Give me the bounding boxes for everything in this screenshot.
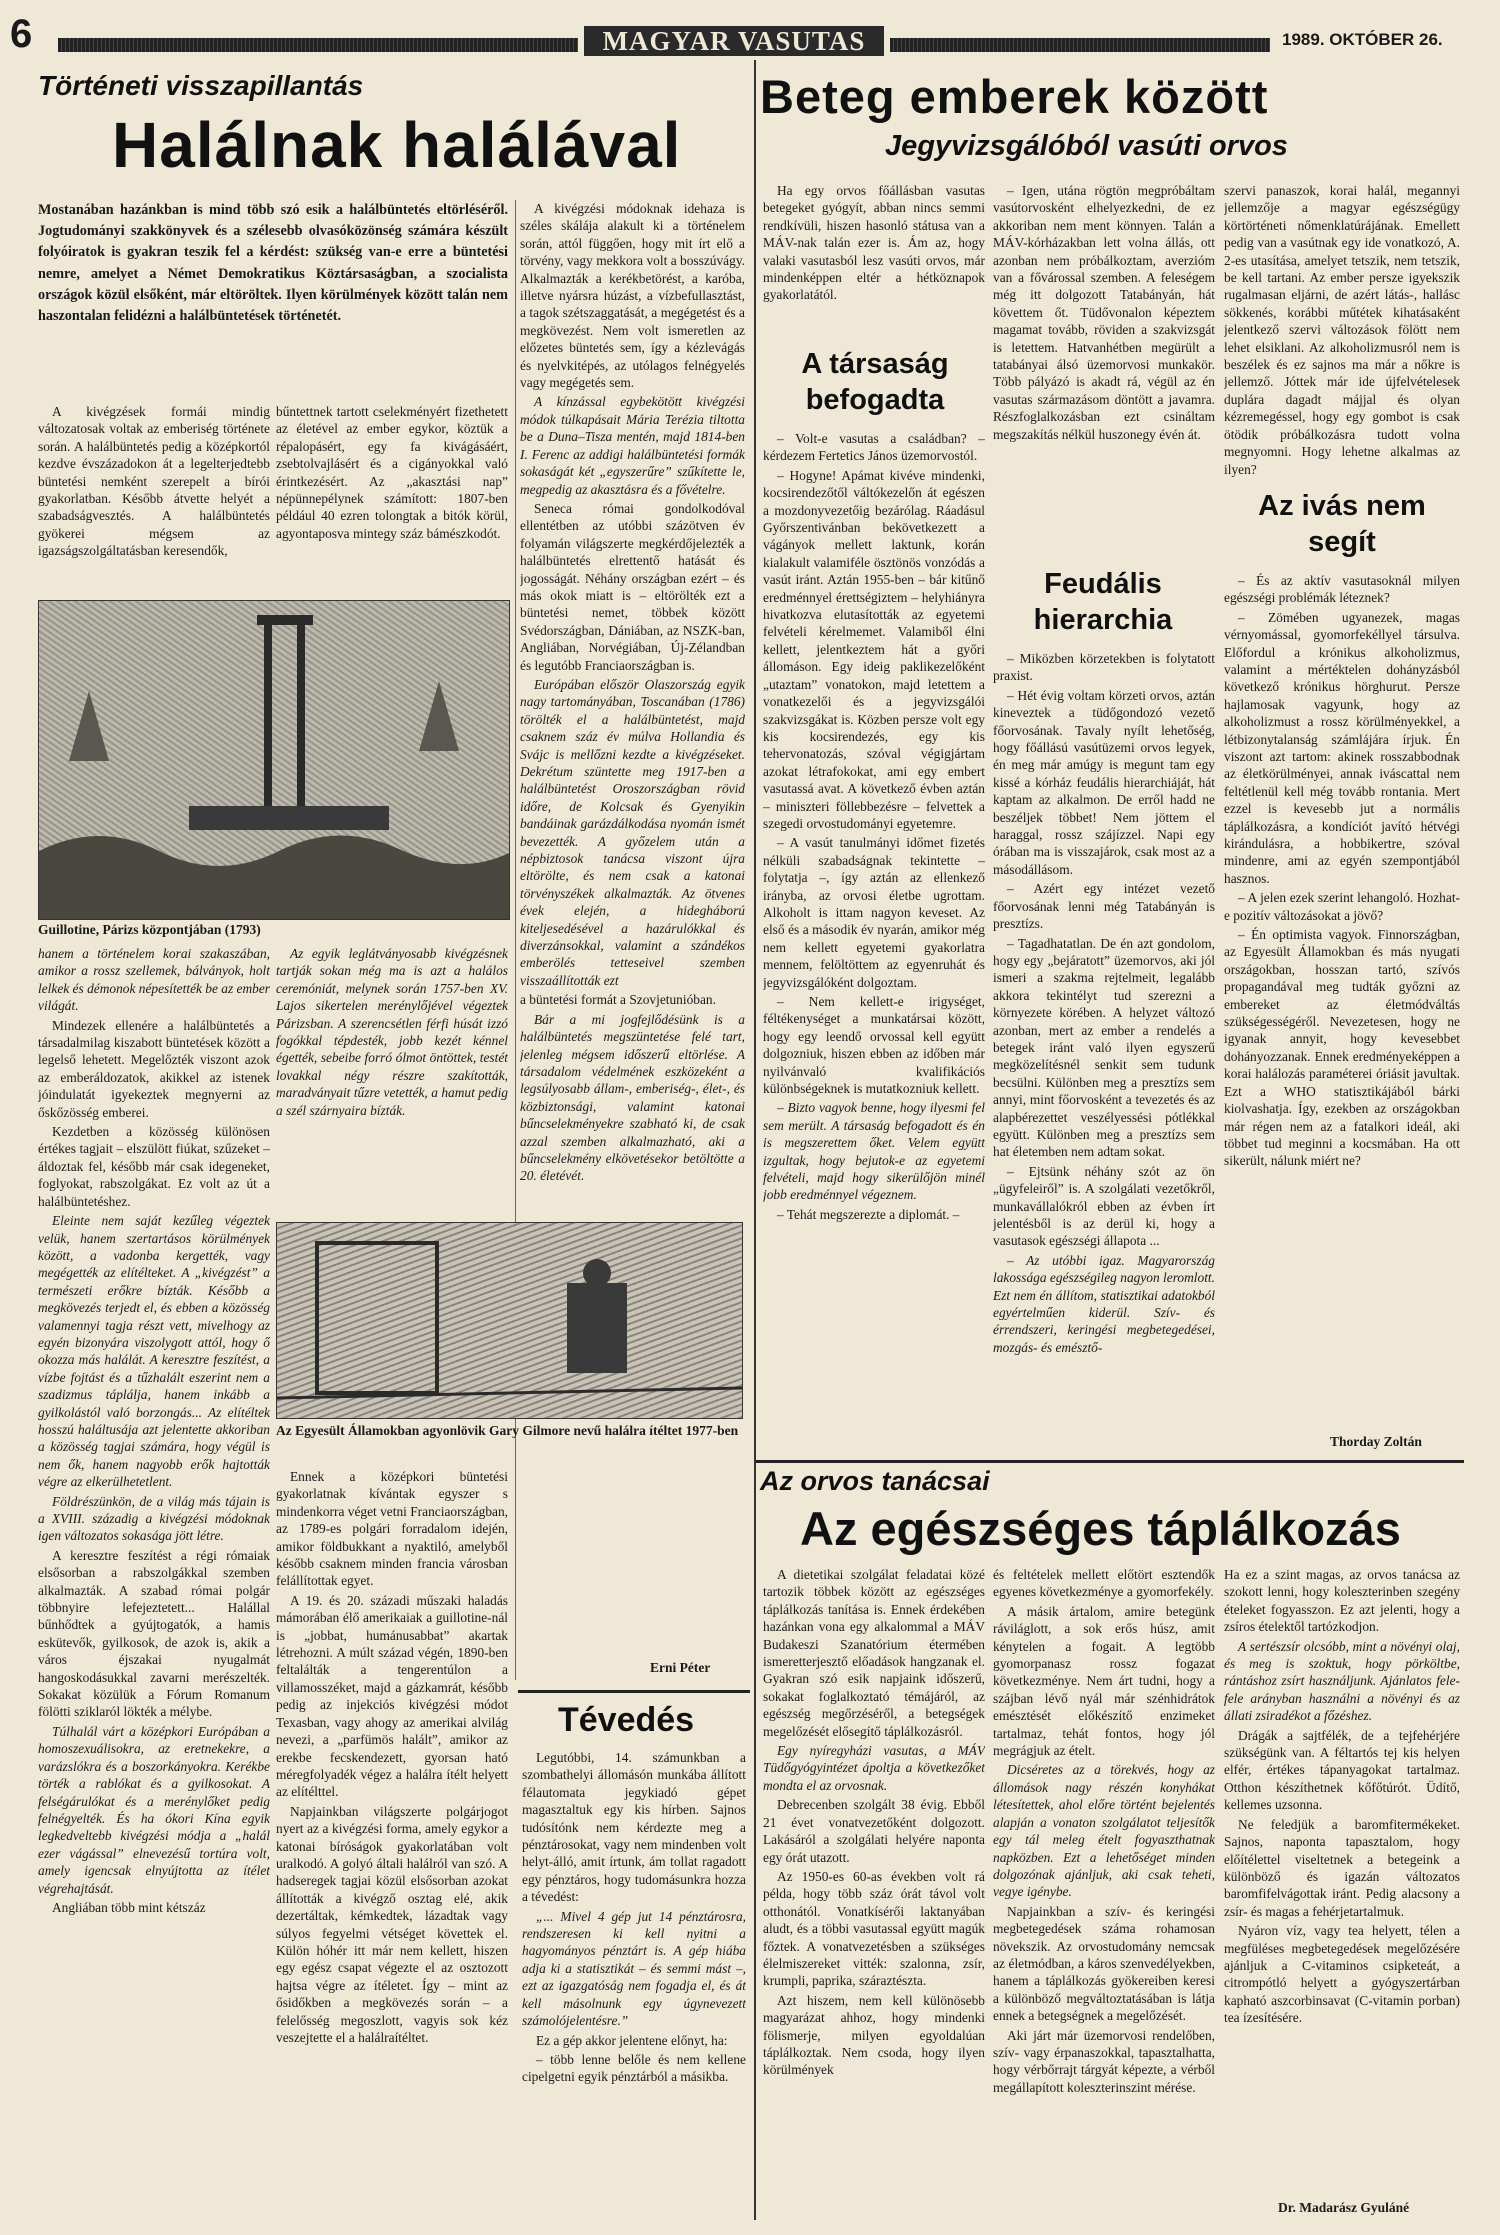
paragraph: – Hogyne! Apámat kivéve mindenki, kocsirendezőtől váltókezelőn át egészen a mozdonyvezetőig bezárólag. Ráadásul Győrszentivánban bekövetkezett a vágányok mellett laktunk, korán kialakult valamiféle ösztönös vonzódás a vasút iránt. Aztán 1955-ben – bár kitűnő eredménnyel érettségiztem – helyhiányra hivatkozva elutasították az egyetemi felvételi kérelmemet. Valamiből élni kellett, jelentkeztem hát a győri állomáson. Egy ideig paklikezelőként „utaztam” vonatokon, majd letettem a vonatkezelői és a jegyvizsgálói szakvizsgákat is. Közben persze volt egy kis kocsirendezés, egy kis tehervonatozás, szóval végigjártam azokat létrafokokat, ami egy embert vasutassá avat. A következő évben aztán – miniszteri föllebbezésre – felvettek a szegedi orvostudományi egyetemre. [763, 467, 985, 831]
paragraph: A dietetikai szolgálat feladatai közé tartozik többek között az egészséges táplálkozás tanítása is. Ennek érdekében hazánkan vona egy alkalommal a MÁV Budakeszi Szanatórium étermében ismeretterjesztő előadások hangzanak el. Gyakran szó esik napjaink időszerű, sokakat foglalkoztató témájáról, az egészség megőrzéséről, a betegségek megelőzését elősegítő táplálkozásról. [763, 1567, 985, 1739]
paragraph: Földrészünkön, de a világ más tájain is a XVIII. századig a kivégzési módoknak igen változatos sokasága jött létre. [38, 1493, 270, 1544]
tevedes-title: Tévedés [558, 1701, 695, 1739]
paragraph: – Volt-e vasutas a családban? – kérdezem Fertetics János üzemorvostól. [763, 431, 985, 464]
paragraph: Seneca római gondolkodóval ellentétben az utóbbi százötven év folyamán világszerte megkérdőjelezték a halálbüntetés elrettentő hatását és jogosságát. Néhány országban ezért – és más okok miatt is – eltörölték ezt a büntetési nemet, többek között Svédországban, Dániában, az NSZK-ban, Angliában, Norvégiában, Új-Zélandban és legutóbb Franciaországban is. [520, 500, 745, 673]
paragraph: „... Mivel 4 gép jut 14 pénztárosra, rendszeresen ki kell nyitni a hagyományos pénztárt is. A gép hiába adja ki a statisztikát – és semmi mást –, ezt az igazgatóság nem fogadja el, és át kell másolnunk egy úgynevezett számolójelentésre.” [522, 1908, 746, 2029]
paragraph: – Miközben körzetekben is folytatott praxist. [993, 651, 1215, 684]
tevedes-body [522, 1749, 746, 2219]
paragraph: Túlhalál várt a középkori Európában a homoszexuálisokra, az eretnekekre, a varázslókra és a boszorkányokra. Kerékbe törték a rablókat és a gyilkosokat. A felségárulókat és a merénylőket pedig felnégyelték. És ha ókori Kína egyik legkedveltebb kivégzési módja a „halál ezer vágással” elnevezésű tortúra volt, amely igencsak elnyújtotta az ítélet végrehajtását. [38, 1723, 270, 1896]
paragraph: – Azért egy intézet vezető főorvosának lenni még Tatabányán is presztízs. [993, 881, 1215, 932]
left-col2-after [276, 1468, 508, 2208]
left-kicker: Történeti visszapillantás [38, 70, 364, 101]
photo2-caption: Az Egyesült Államokban agyonlövik Gary Gilmore nevű halálra ítéltet 1977-ben [276, 1423, 739, 1438]
paragraph: hanem a történelem korai szakaszában, amikor a rossz szellemek, bálványok, holt lelkek és démonok népesítették be az ember világát. [38, 946, 270, 1014]
paragraph: Azt hiszem, nem kell különösebb magyarázat ahhoz, hogy mindenki fölismerje, milyen egyoldalúan táplálkoztak. Nem csoda, hogy ilyen körülmények [763, 1992, 985, 2078]
orvos-col1 [763, 1566, 985, 2216]
left-byline: Erni Péter [650, 1660, 711, 1675]
paragraph: Angliában több mint kétszáz [52, 1899, 206, 1915]
paragraph: – Nem kellett-e irigységet, féltékenységet a munkatársai között, hogy egy leendő orvossal kell együtt dolgozniuk, hiszen ebben az időben már nyilvánvaló kvalifikációs különbségeknek is mutatkozniuk kellett. [763, 994, 985, 1097]
subhead-tarsasag: A társaság befogadta [801, 348, 949, 416]
masthead: MAGYAR VASUTAS [584, 26, 884, 56]
left-title: Halálnak halálával [112, 109, 682, 181]
paragraph: Az egyik leglátványosabb kivégzésnek tartják sokan még ma is azt a halálos ceremóniát, melynek során 1757-ben XV. Lajos sikertelen merénylőjével végeztek Párizsban. A szerencsétlen férfi húsát izzó fogókkal tépdesték, jobb kezét kénnel égették, sebeibe forró ólmot öntöttek, testét lovakkal négy részre szakították, maradványait tűzre vetették, a hamut pedig a szél szárnyaira bízták. [276, 946, 508, 1118]
paragraph: szervi panaszok, korai halál, megannyi jellemzője a magyar egészségügy körtörténeti nőmenklatúrájának. Emellett pedig van a vasútnak egy ide vonatkozó, A. 2-es utasítása, amelyet tetszik, nem tetszik, be kell tartani. Az ember persze igyekszik rugalmasan eljárni, de azért látás-, hallásc sökkenés, korábbi műtétek kihatásaként jelentkező szervi változások fölött nem lehet elsiklani. Az alkoholizmusról nem is beszélek és ez sajnos ma már a nőkre is jellemző. Jóttek már ide újfelvételesek duplára dagadt májjal és olyan kézremegéssel, hogy egy gombot is csak ötödik próbálkozásra tudott volna megnyomni. Hogy lehetne alkalmas az ilyen? [1224, 183, 1460, 477]
left-col2-top [276, 403, 508, 599]
paragraph: – több lenne belőle és nem kellene cipelgetni egyik pénztárból a másikba. [522, 2051, 746, 2085]
orvos-col2 [993, 1566, 1215, 2216]
page-number: 6 [10, 12, 33, 56]
tevedes-box [518, 1690, 750, 2223]
beteg-col3 [1224, 182, 1460, 1432]
paragraph: – Zömében ugyanezek, magas vérnyomással, gyomorfekéllyel társulva. Előfordul a krónikus alkoholizmus, valamint a mértéktelen dohányzásból következő krónikus hörghurut. Persze hajlamosak vagyunk, hogy az alkoholizmust a rossz körülményekkel, a létbizonytalanság számlájára írjuk. Én viszont azt tartom: akinek rosszabbodnak az életkörülményei, annak iváscattal nem feltétlenül kell még tovább rontania. Mert ezzel is kevesebb jut a normális táplálkozásra, a kondíciót javító hétvégi kirándulásra, a hobbikertre, szóval mindenre, ami az egyén szempontjából hasznos. [1224, 609, 1460, 886]
left-col1-bottom [38, 945, 270, 2200]
issue-date: 1989. OKTÓBER 26. [1282, 30, 1443, 49]
header-rule-right [890, 38, 1270, 52]
paragraph: Nyáron víz, vagy tea helyett, télen a megfüléses megbetegedések megelőzésére ajánljuk a C-vitaminos csipketeát, a citrompótló helyett a gyógyszertárban kapható aszcorbinsavat (C-vitamin porban) tea ízesítésére. [1224, 1923, 1460, 2026]
lead-paragraph: Mostanában hazánkban is mind több szó esik a halálbüntetés eltörléséről. Jogtudományi szakkönyvek és a szélesebb olvasóközönség számára készült folyóiratok is gyakran teszik fel a kérdést: szükség van-e erre a büntetési nemre, amelyet a Német Demokratikus Köztársaságban, a szocialista országok közül elsőként, már eltöröltek. Ilyen körülmények között talán nem haszontalan felidézni a halálbüntetések történetét. [38, 202, 508, 325]
paragraph: A 19. és 20. századi műszaki haladás mámorában élő amerikaiak a guillotine-nál is „jobbat, humánusabbat” akartak létrehozni. A múlt század végén, 1890-ben feltalálták a tengerentúlon a villamosszéket, majd a gázkamrát, később pedig az injekciós kivégzési módot Texasban, vagy ahogy az amerikai alvilág nevezi, a „parfümös halált”, amikor az erekbe fecskendezett, gyorsan ható méregfolyadék végez a halálra ítélt helyett az elítélttel. [276, 1592, 508, 1800]
paragraph: Ez a gép akkor jelentene előnyt, ha: [536, 2032, 728, 2048]
left-col3 [520, 200, 745, 1660]
paragraph: – Ejtsünk néhány szót az ön „ügyfeleiről” is. A szolgálati vezetőkről, munkavállalókról ebben az évben írt jelentésből is az derül ki, hogy a vasutasok egészségi állapota ... [993, 1163, 1215, 1249]
paragraph: Aki járt már üzemorvosi rendelőben, szív- vagy érpanaszokkal, tapasztalhatta, hogy vérbőrrajt tárgyát képezte, a vérből megállapított koleszterinszint mérése. [993, 2027, 1215, 2095]
paragraph: Európában először Olaszország egyik nagy tartományában, Toscanában (1786) törölték el a halálbüntetést, majd csaknem száz év múlva Hollandia és Svájc is mellőzni kezdte a kivégzéseket. Dekrétum szüntette meg 1917-ben a halálbüntetést Oroszországban rövid időre, de Kolcsak és Gyenyikin bandáinak garázdálkodása nyomán ismét bevezették. A győzelem után a népbiztosok tanácsa viszont újra eltörölte, és nem csak a katonai törvényszékek alkalmazták. Az ötvenes évek elején, a hidegháború kiteljesedésével a hazárulókkal és diverzánsokkal, valamint a szándékos emberölés tetteseivel szemben visszaállították ezt [520, 676, 745, 988]
left-lead [38, 200, 508, 410]
paragraph: Debrecenben szolgált 38 évig. Ebből 21 évet vonatvezetőként dolgozott. Lakásáról a szolgálati helyére naponta egy órát utazott. [763, 1797, 985, 1865]
orvos-col3 [1224, 1566, 1460, 2186]
paragraph: – Tehát megszerezte a diplomát. – [777, 1206, 960, 1222]
paragraph: A sertészsír olcsóbb, mint a növényi olaj, és meg is szoktuk, hogy pörköltbe, rántáshoz zsírt használjunk. Ajánlatos fele-fele arányban használni a növényi és az állati zsiradékot a főzéshez. [1224, 1638, 1460, 1724]
orvos-rule [756, 1460, 1464, 1463]
orvos-title: Az egészséges táplálkozás [800, 1502, 1401, 1555]
left-col1-top [38, 403, 270, 599]
paragraph: bűntettnek tartott cselekményért fizethetett az életével az ember egykor, köztük a répalopásért, egy fa kivágásáért, zsebtolvajlásért és a cigányokkal való érintkezésért. Az „akasztási nap” népünnepélynek számított: 1807-ben például 40 ezren tolongtak a bitók körül, agyontaposva mintegy száz bámészkodót. [276, 404, 508, 541]
beteg-subtitle: Jegyvizsgálóból vasúti orvos [885, 130, 1288, 162]
paragraph: – Én optimista vagyok. Finnországban, az Egyesült Államokban és más nyugati országokban, hosszan tartó, szívós propagandával meg tudták győzni az embereket az életmódváltás szükségességéről. Nevezetesen, hogy ne igyanak annyit, hogy kevesebbet dohányozzanak. Ennek eredményeképpen a korai halálozás paraméterei óriásit javultak. Ezt a WHO statisztikájából bárki kiolvashatja. Így, ezekben az országokban már régen nem az a fatalkori ideál, aki többet tud meginni a kocsmában. Ha ott sikerült, nálunk miért ne? [1224, 927, 1460, 1169]
paragraph: Napjainkban világszerte polgárjogot nyert az a kivégzési forma, amely egykor a katonai bíróságok gyakorlatában volt uralkodó. A golyó általi halálról van szó. A hadseregek tagjai közül elsősorban azokat állították a kivégző osztag elé, akik dezertáltak, kémkedtek, lázadtak vagy súlyos fegyelmi vétséget követtek el. Külön hóhér itt már nem kellett, hiszen egy egész csapat végezte el az osztozott hajtsa végre az ítéletet. Így – mint az ősidőkben a megkövezés során – a felelősség megoszlott, vagyis sok kéz veszejtette el a halálraítéltet. [276, 1803, 508, 2045]
paragraph: Ne feledjük a baromfitermékeket. Sajnos, naponta tapasztalom, hogy előítélettel viseltetnek a betegeink a különböző és igazán változatos baromfifelvágottak iránt. Pedig alacsony a zsír- és magas a fehérjetartalmuk. [1224, 1816, 1460, 1919]
guillotine-photo [38, 600, 510, 920]
paragraph: – Igen, utána rögtön megpróbáltam vasútorvosként elhelyezkedni, de ez akkoriban nem ment könnyen. Talán a MÁV-kórházakban lett volna állás, ott azonban nem próbálkoztam, averzióm van a fővárossal szemben. A feleségem még itt dolgozott Tatabányán, hát követtem őt. Tüdővonalon képeztem magamat tovább, röviden a szakvizsgát is letettem. Hatvanhétben megürült a tatabányai álsó üzemorvosi munkakör. Több pályázó is akadt rá, végül az én vasutas származásom döntött a javamra. Részfoglalkozásban ezt csináltam megszakítás nélkül huszonegy évén át. [993, 183, 1215, 442]
paragraph: Az 1950-es 60-as években volt rá példa, hogy több száz órát távol volt otthonától. Vonatkísérői laktanyában aludt, és a többi vasutassal együtt magúk főztek. A vonatvezetésben a szükséges élelmiszereket vitték: szalonna, zsír, krumpli, paprika, száraztészta. [763, 1868, 985, 1989]
beteg-intro-col1 [763, 182, 985, 332]
column-divider [754, 60, 756, 2220]
paragraph: – Hét évig voltam körzeti orvos, aztán kineveztek a tüdőgondozó vezető főorvosának. Tavaly nyílt lehetőség, hogy főállású vasútüzemi orvos legyek, én meg már amúgy is megunt tam egy kissé a kórház feudális hierarchiáját, hát kaptam az alkalmon. De erről hadd ne beszéljek többet! Nem jöttem el haraggal, rossz szájízzel. Napi egy órában ma is visszajárok, csak most az a másodállásom. [993, 687, 1215, 877]
guillotine-illustration [39, 601, 509, 919]
paragraph: a büntetési formát a Szovjetunióban. [520, 992, 716, 1008]
paragraph: – Bizto vagyok benne, hogy ilyesmi fel sem merült. A társaság befogadott és én is megszerettem őket. Velem együtt izgultak, hogy bejutok-e az egyetemi felvételi, majd hogy sikerülőjön minél jobb eredménnyel végeznem. [763, 1100, 985, 1203]
left-col2-bottom [276, 945, 508, 1217]
lead-separator [515, 200, 516, 1680]
paragraph: A másik ártalom, amire betegünk ráviláglott, a sok erős húsz, amit kénytelen a fogait. A legtöbb gyomorpanasz rossz fogazat következménye. Nem árt tudni, hogy a szájban lévő nyál már szénhidrátok emésztését előkészítő enzimeket tartalmaz, tehát fontos, hogy jól megrágjuk az ételt. [993, 1603, 1215, 1759]
paragraph: Ha ez a szint magas, az orvos tanácsa az szokott lenni, hogy koleszterinben szegény ételeket fogyasszon. Ez azt jelenti, hogy a zsíros ételektől tartózkodjon. [1224, 1567, 1460, 1635]
paragraph: – A jelen ezek szerint lehangoló. Hozhat-e pozitív változásokat a jövő? [1224, 890, 1460, 923]
beteg-intro-col2 [993, 182, 1215, 552]
paragraph: Ha egy orvos főállásban vasutas betegeket gyógyít, abban nincs semmi rendkívüli, hiszen hasonló státusa van a MÁV-nak talán ezer is. Ám az, hogy valaki vasutasból lesz vasúti orvos, már mindenképpen eltér a hétköznapok gyakorlatától. [763, 183, 985, 303]
paragraph: Napjainkban a szív- és keringési megbetegedések száma rohamosan növekszik. Az orvostudomány nemcsak az életmódban, a káros szenvedélyekben, hanem a táplálkozás gyökereiben keresi a különböző megváltoztatásában is látja ennek a betegségnek a megelőzését. [993, 1903, 1215, 2024]
paragraph: – A vasút tanulmányi időmet fizetés nélküli szabadságnak tekintette – folytatja –, így aztán az ellenkező irányba, az orvosi életbe ugrottam. Alkoholt is ittam nagyon keveset. Az első és a második év nyarán, amikor még nem kellett egyetemi gyakorlatra mennem, felöltöttem az egyenruhát és jegyvizsgálóként dolgoztam. [763, 835, 985, 990]
paragraph: Egy nyíregyházi vasutas, a MÁV Tüdőgyógyintézet ápoltja a következőket mondta el az orvosnak. [763, 1743, 985, 1793]
paragraph: Kezdetben a közösség különösen értékes tagjait – elszülött fiúkat, szűzeket – áldoztak fel, később már csak idegeneket, foglyokat, rabszolgákat. Ez volt az út a halálbüntetéshez. [38, 1124, 270, 1209]
paragraph: A kivégzések formái mindig változatosak voltak az emberiség története során. A halálbüntetés pedig a középkortól kezdve évszázadokon át a legelterjedtebb büntetési nemként szerepelt a bírói gyakorlatban. Később átvette helyét a szabadságvesztés. A halálbüntetés gyökerei mégsem az igazságszolgáltatásban keresendők, [38, 404, 270, 559]
subhead-ivas: Az ivás nem segít [1258, 489, 1426, 558]
paragraph: Legutóbbi, 14. számunkban a szombathelyi állomásón munkába állított félautomata jegykiadó gépet magasztaltuk egy kis hírben. Sajnos tudósítónk nem kérdezte meg a pénztárosokat, vagy nem mindenben volt helyt-álló, amit írtunk, ám tollat ragadott egy pénztáros, hogy tudomásunkra hozza a tévedést: [522, 1750, 746, 1905]
orvos-kicker: Az orvos tanácsai [760, 1466, 990, 1496]
paragraph: Bár a mi jogfejlődésünk is a halálbüntetés megszüntetése felé tart, jelenleg mégsem időszerű eltörlése. A társadalom védelmének eszközeként a legsúlyosabb állam-, emberiség-, élet-, és közbiztonsági, valamint katonai bűncselekményekre szabható ki, de csak azzal szemben alkalmazható, aki a bűncselekmény elkövetésekor betöltötte a 20. életévét. [520, 1011, 745, 1184]
paragraph: A kínzással egybekötött kivégzési módok túlkapásait Mária Terézia tiltotta be a Duna–Tisza mentén, majd 1814-ben I. Ferenc az addigi halálbüntetési formák sokaságát két „egyszerűre” szűkítette le, megpedig az akasztásra és a fővételre. [520, 394, 745, 497]
paragraph: A keresztre feszítést a régi rómaiak elsősorban a rabszolgákkal szemben alkalmazták. A szabad római polgár többnyire lefejeztetett... Halállal bűnhődtek a gyújtogatók, a hamis eskütevők, gyilkosok, de azok is, akik a város éjszakai nyugalmát hangoskodásukkal zavarni merészelték. Sokakat közülük a Fórum Romanum fölötti sziklaról lökték a mélybe. [38, 1547, 270, 1720]
orvos-byline: Dr. Madarász Gyuláné [1278, 2200, 1410, 2215]
paragraph: – És az aktív vasutasoknál milyen egészségi problémák léteznek? [1224, 572, 1460, 606]
paragraph: Drágák a sajtfélék, de a tejfehérjére szükségünk van. A féltartós tej kis helyen elfér, értékes tápanyagokat tartalmaz. Otthon készíthetnek kőfőtúrót. Üdítő, kellemes uzsonna. [1224, 1727, 1460, 1813]
paragraph: Dicséretes az a törekvés, hogy az állomások nagy részén konyhákat létesítettek, ahol előre történt bejelentés alapján a vonaton szolgálatot teljesítők egy tál meleg ételt fogyaszthatnak napközben. Ezt a lehetőséget minden dolgozónak ajánljuk, aki csak teheti, vegye igénybe. [993, 1762, 1215, 1900]
beteg-byline: Thorday Zoltán [1330, 1434, 1422, 1449]
paragraph: és feltételek mellett előtört esztendők egyenes következménye a gyomorfekély. [993, 1567, 1215, 1600]
beteg-col1 [763, 430, 985, 1435]
header-rule-left [58, 38, 578, 52]
paragraph: A kivégzési módoknak idehaza is széles skálája alakult ki a történelem során, attól függően, hogy mit írt elő a törvény, vagy mekkora volt a bosszúvágy. Alkalmazták a kerékbetörést, a karóba, illetve nyársra húzást, a vízbefullasztást, a tagok szétszaggatását, a megégetést és a megkövezést. Nem volt ismeretlen az előzetes büntetés sem, így a kézlevágás és nyelvkitépés, az utólagos felnégyelés vagy megégetés sem. [520, 201, 745, 391]
beteg-col2 [993, 650, 1215, 1435]
photo1-caption: Guillotine, Párizs központjában (1793) [38, 922, 261, 937]
subhead-feudalis: Feudális hierarchia [1033, 568, 1173, 636]
paragraph: Ennek a középkori büntetési gyakorlatnak kívántak egyszer s mindenkorra véget vetni Franciaországban, az 1789-es polgári forradalom idején, amikor földbukkant a nyaktiló, amelyből később csaknem minden francia városban felállítottak egyet. [276, 1469, 508, 1589]
paragraph: – Tagadhatatlan. De én azt gondolom, hogy egy „bejáratott” üzemorvos, aki jól ismeri a szakma rejtelmeit, legalább akkora tekintélyt tud szerezni a környezete körében. A helyzet változó azonban, mert az ember a rendelés a betegek iránt való ilyen egyszerű megközelítésnél senkit sem tudunk becsülni. Különben meg a presztízs sem annyi, mint főorvosként a tevezetés és az alapbérezettet veszélyessési pótlékkal együtt. Különben meg a presztízs sem hat életemben nem adtam sokat. [993, 935, 1215, 1160]
paragraph: Eleinte nem saját kezűleg végeztek velük, hanem szertartásos körülmények között, a vadonba kergették, vagy megégették az elítélteket. A „kivégzést” a természeti erőkre bízták. Később a megkövezés terjedt el, és ebben a közösség valamennyi tagja részt vett, mivelhogy az egyén bizonyára viszolygott attól, hogy ő okozza más halálát. A keresztre feszítést, a vízbe fojtást és a tűzhalált eszerint nem a szadizmus táplálja, hanem inkább a gyilkolástól való borzongás... Az elítéltek hosszú haláltusája azt jelentette akkoriban a közösség tagjai számára, hogy végül is nem ők, hanem nagyobb erők hajtották végre az elkerülhetetlent. [38, 1213, 270, 1490]
paragraph: Mindezek ellenére a halálbüntetés a társadalmilag kiszabott büntetések között a legelső lehetett. Megelőzték viszont azok az emberáldozatok, akikkel az istenek jóindulatát igyekeztek megnyerni az őskőzösség emberei. [38, 1017, 270, 1120]
paragraph: – Az utóbbi igaz. Magyarország lakossága egészségileg nagyon leromlott. Ezt nem én állítom, statisztikai adatokból egyértelműen kiderül. Szív- és érrendszeri, keringési megbetegedései, mozgás- és emésztő- [993, 1252, 1215, 1355]
beteg-title: Beteg emberek között [760, 70, 1269, 123]
